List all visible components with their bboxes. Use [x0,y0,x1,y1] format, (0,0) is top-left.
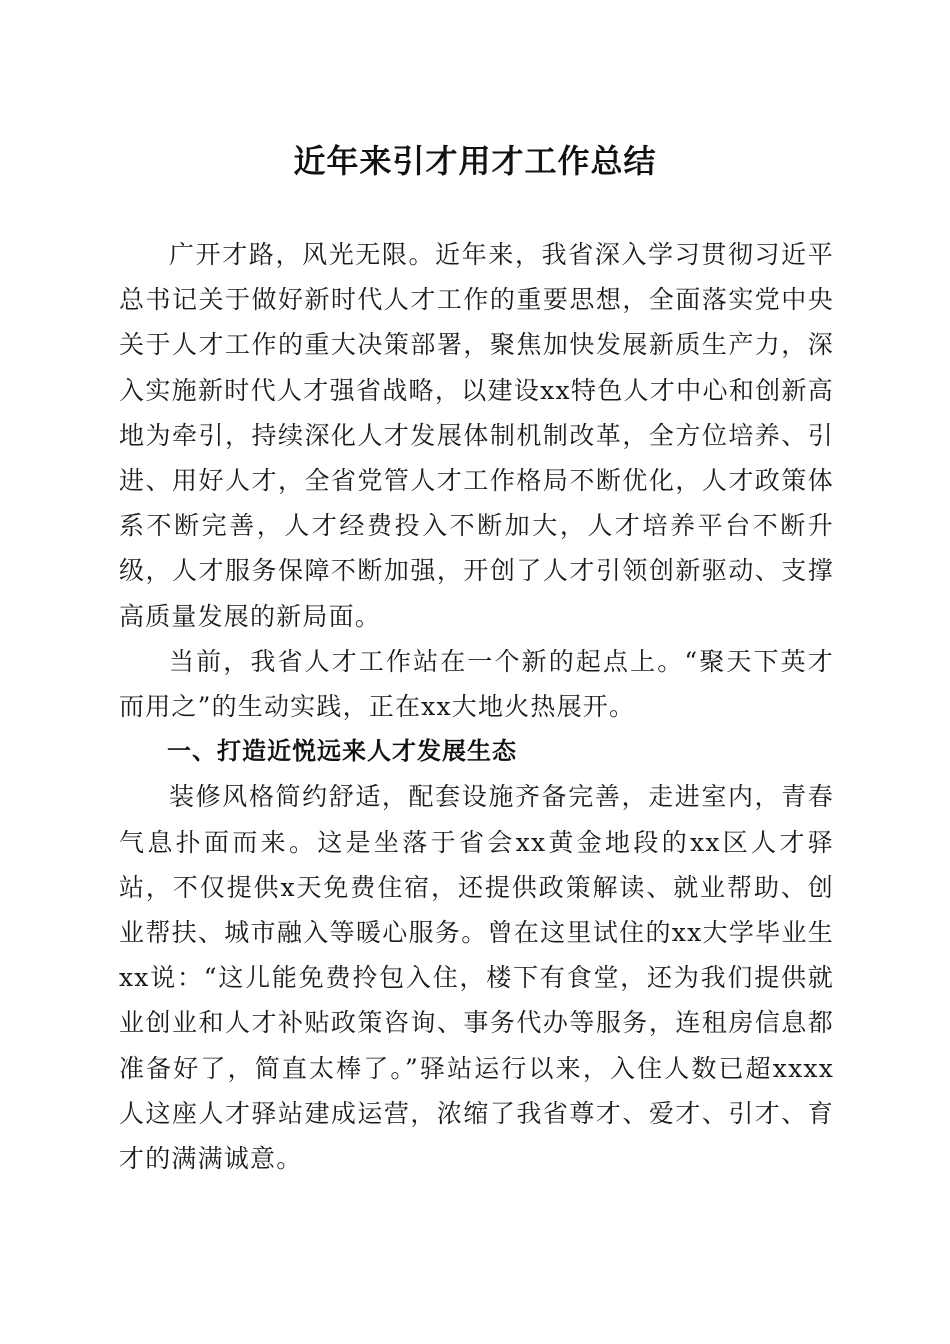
document-body [119,232,834,1181]
paragraph-intro: 广开才路，风光无限。近年来，我省深入学习贯彻习近平总书记关于做好新时代人才工作的重要思想，全面落实党中央关于人才工作的重大决策部署，聚焦加快发展新质生产力，深入实施新时代人才强省战略，以建设xx特色人才中心和创新高地为牵引，持续深化人才发展体制机制改革，全方位培养、引进、用好人才，全省党管人才工作格局不断优化，人才政策体系不断完善，人才经费投入不断加大，人才培养平台不断升级，人才服务保障不断加强，开创了人才引领创新驱动、支撑高质量发展的新局面。 [119,240,834,631]
section-heading: 一、打造近悦远来人才发展生态 [167,737,517,766]
paragraph-talent-station: 装修风格简约舒适，配套设施齐备完善，走进室内，青春气息扑面而来。这是坐落于省会xx黄金地段的xx区人才驿站，不仅提供x天免费住宿，还提供政策解读、就业帮助、创业帮扶、城市融入等暖心服务。曾在这里试住的xx大学毕业生xx说：“这儿能免费拎包入住，楼下有食堂，还为我们提供就业创业和人才补贴政策咨询、事务代办等服务，连租房信息都准备好了，简直太棒了。”驿站运行以来，入住人数已超xxxx人这座人才驿站建成运营，浓缩了我省尊才、爱才、引才、育才的满满诚意。 [119,782,834,1174]
paragraph-current-situation: 当前，我省人才工作站在一个新的起点上。“聚天下英才而用之”的生动实践，正在xx大地火热展开。 [119,646,834,722]
document-title: 近年来引才用才工作总结 [293,142,657,180]
